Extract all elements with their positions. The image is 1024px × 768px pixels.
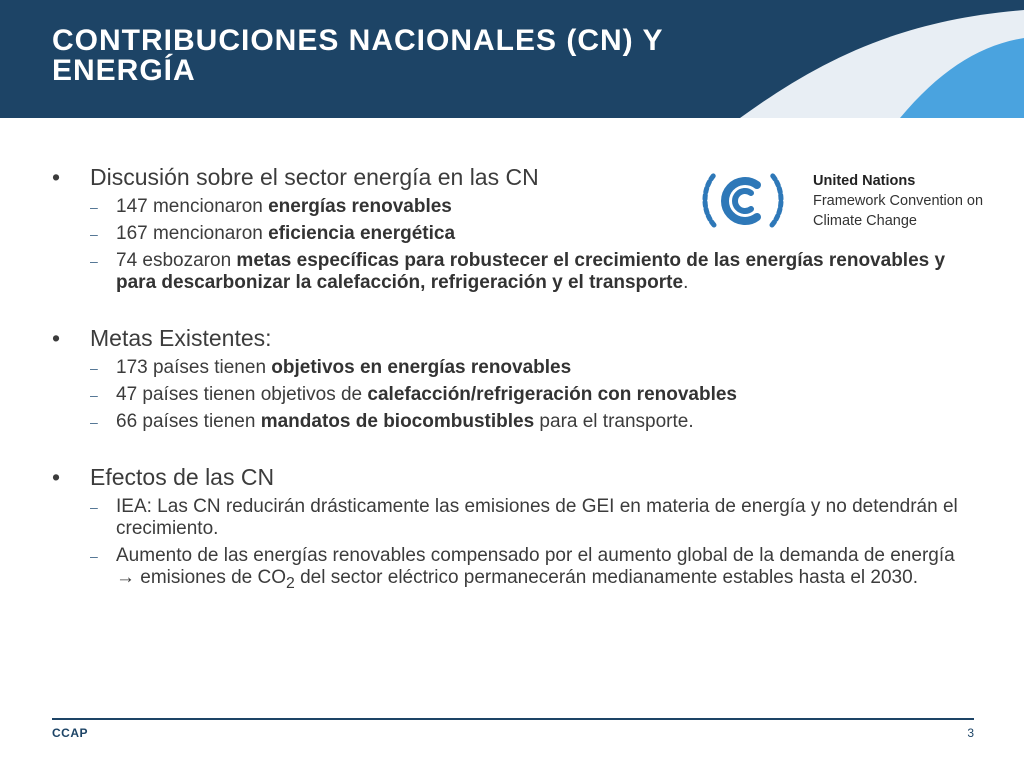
section-cn-effects bbox=[52, 463, 972, 595]
page-number: 3 bbox=[967, 726, 974, 740]
sub-bullet bbox=[52, 357, 972, 379]
dash-marker: – bbox=[90, 548, 98, 564]
section-heading: Efectos de las CN bbox=[90, 464, 275, 490]
text: emisiones de CO bbox=[135, 567, 287, 588]
sub-bullet bbox=[52, 196, 972, 218]
emphasis: metas específicas para robustecer el crecimiento de las energías renovables y para descarbonizar la calefacción, refrigeración y el transporte bbox=[116, 250, 946, 293]
bullet-marker: • bbox=[52, 164, 61, 190]
footer-divider bbox=[52, 718, 974, 720]
text: IEA: Las CN reducirán drásticamente las emisiones de GEI en materia de energía y no detendrán el crecimiento. bbox=[116, 496, 958, 539]
bullet-heading bbox=[52, 324, 972, 352]
sub-bullet bbox=[52, 545, 972, 595]
slide-title: CONTRIBUCIONES NACIONALES (CN) Y ENERGÍA bbox=[52, 24, 663, 87]
emphasis: objetivos en energías renovables bbox=[271, 357, 572, 378]
emphasis: energías renovables bbox=[268, 196, 452, 217]
subscript: 2 bbox=[286, 574, 295, 592]
bullet-heading bbox=[52, 463, 972, 491]
dash-marker: – bbox=[90, 360, 98, 376]
text: 47 países tienen objetivos de bbox=[116, 384, 368, 405]
arrow-right-icon: → bbox=[116, 567, 135, 588]
dash-marker: – bbox=[90, 387, 98, 403]
bullet-marker: • bbox=[52, 464, 61, 490]
section-energy-discussion bbox=[52, 163, 972, 294]
text: del sector eléctrico permanecerán medianamente estables hasta el 2030. bbox=[294, 567, 918, 588]
sub-bullet bbox=[52, 223, 972, 245]
sub-bullet bbox=[52, 496, 972, 540]
footer-organization: CCAP bbox=[52, 726, 89, 740]
text: 173 países tienen bbox=[116, 357, 272, 378]
section-existing-goals bbox=[52, 324, 972, 433]
slide-header bbox=[0, 0, 1024, 118]
sub-bullet bbox=[52, 384, 972, 406]
slide-body bbox=[52, 163, 972, 625]
section-heading: Discusión sobre el sector energía en las CN bbox=[90, 164, 539, 190]
emphasis: eficiencia energética bbox=[268, 223, 456, 244]
text: 74 esbozaron bbox=[116, 250, 237, 271]
text: para el transporte. bbox=[534, 411, 694, 432]
bullet-marker: • bbox=[52, 325, 61, 351]
bullet-heading bbox=[52, 163, 972, 191]
org-name-line2: Framework Convention on bbox=[813, 193, 984, 209]
dash-marker: – bbox=[90, 414, 98, 430]
text: 147 mencionaron bbox=[116, 196, 269, 217]
emphasis: calefacción/refrigeración con renovables bbox=[367, 384, 737, 405]
sub-bullet bbox=[52, 250, 972, 294]
org-name-line3: Climate Change bbox=[813, 213, 917, 229]
dash-marker: – bbox=[90, 199, 98, 215]
emphasis: mandatos de biocombustibles bbox=[260, 411, 535, 432]
text: 66 países tienen bbox=[116, 411, 261, 432]
org-name-line1: United Nations bbox=[813, 173, 916, 189]
section-heading: Metas Existentes: bbox=[90, 325, 272, 351]
dash-marker: – bbox=[90, 253, 98, 269]
dash-marker: – bbox=[90, 499, 98, 515]
sub-bullet bbox=[52, 411, 972, 433]
text: . bbox=[683, 272, 689, 293]
text: Aumento de las energías renovables compensado por el aumento global de la demanda de energía bbox=[116, 545, 955, 566]
dash-marker: – bbox=[90, 226, 98, 242]
text: 167 mencionaron bbox=[116, 223, 269, 244]
